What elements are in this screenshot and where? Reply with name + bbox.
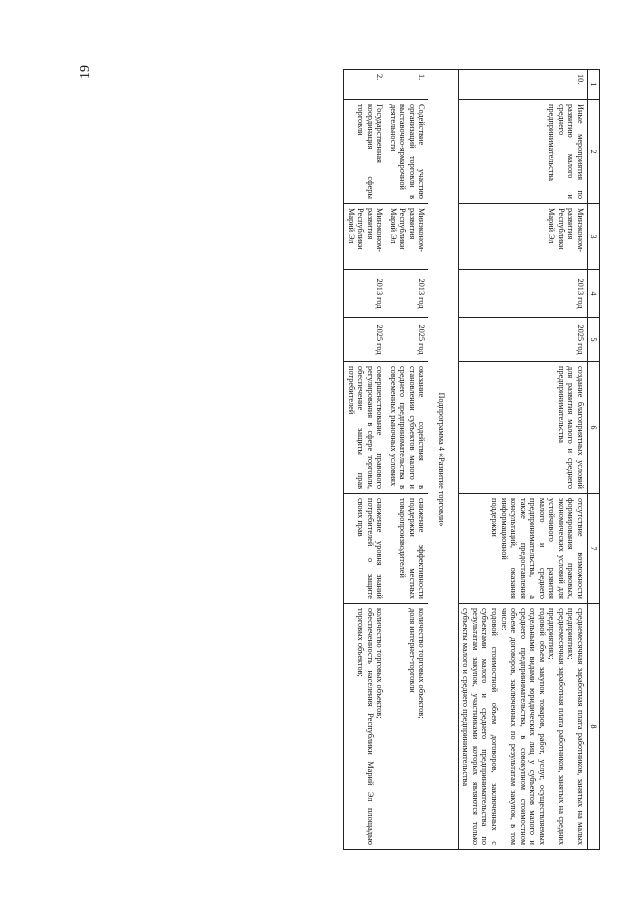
- header-cell-4: 4: [587, 270, 599, 318]
- table-row: [344, 70, 387, 850]
- non-implementation-consequences: снижение уровня знаний потребителей о защите своих прав: [344, 494, 387, 604]
- related-indicators: среднемесячная заработная плата работников, занятых на малых предприятиях; среднемесячная заработная плата работников, занятых на средних предприятиях; годовой объем закупок товаров, работ, услуг, осуществляемых отдельными видами юридических лиц у субъектов малого и среднего предпринимательства, в совокупном стоимостном объеме договоров, заключенных по результатам закупок, в том числе: годовой стоимостной объем договоров, заключенных с субъектами малого и среднего предпринимательства по результатам закупок, участниками которых являются только субъекты малого и среднего предпринимательства: [458, 604, 587, 850]
- end-year: 2025 год: [344, 318, 387, 362]
- row-number: 2.: [344, 70, 387, 100]
- program-measures-table: [343, 69, 600, 850]
- non-implementation-consequences: отсутствие возможности формирования правовых, экономических условий для устойчивого развития малого и среднего предпринимательства, а также предоставления консультаций, оказания информационной поддержки: [458, 494, 587, 604]
- header-row: [587, 70, 599, 850]
- header-cell-6: 6: [587, 362, 599, 494]
- related-indicators: количество торговых объектов; обеспеченность населения Республики Марий Эл площадью торговых объектов;: [344, 604, 387, 850]
- executor: Минэконом-развития Республики Марий Эл: [344, 204, 387, 270]
- header-cell-8: 8: [587, 604, 599, 850]
- end-year: 2025 год: [386, 318, 428, 362]
- expected-result: совершенствование правового регулирования в сфере торговли, обеспечение защиты прав потребителей: [344, 362, 387, 494]
- header-cell-1: 1: [587, 70, 599, 100]
- row-number: 1.: [386, 70, 428, 100]
- start-year: 2013 год: [386, 270, 428, 318]
- subprogram-title: Подпрограмма 4 «Развитие торговли»: [428, 70, 458, 850]
- start-year: 2013 год: [458, 270, 587, 318]
- non-implementation-consequences: снижение эффективности поддержки местных товаропроизводителей: [386, 494, 428, 604]
- table-row: [386, 70, 428, 850]
- subprogram-heading-row: [428, 70, 458, 850]
- expected-result: создание благоприятных условий для развития малого и среднего предпринимательства: [458, 362, 587, 494]
- header-cell-5: 5: [587, 318, 599, 362]
- executor: Минэконом-развития Республики Марий Эл: [386, 204, 428, 270]
- header-cell-2: 2: [587, 100, 599, 204]
- header-cell-3: 3: [587, 204, 599, 270]
- rotated-page-content: [100, 69, 600, 849]
- header-cell-7: 7: [587, 494, 599, 604]
- end-year: 2025 год: [458, 318, 587, 362]
- related-indicators: количество торговых объектов; доля интернет-торговли: [386, 604, 428, 850]
- row-number: 10.: [458, 70, 587, 100]
- page-number: 19: [78, 65, 93, 79]
- executor: Минэконом-развития Республики Марий Эл: [458, 204, 587, 270]
- measure-name: Иные мероприятия по развитию малого и среднего предпринимательства: [458, 100, 587, 204]
- measure-name: Государственная координация сферы торговли: [344, 100, 387, 204]
- expected-result: оказание содействия в становлении субъектов малого и среднего предпринимательства в современных рыночных условиях: [386, 362, 428, 494]
- measure-name: Содействие участию организаций торговли в выставочно-ярмарочной деятельности: [386, 100, 428, 204]
- table-row: [458, 70, 587, 850]
- start-year: 2013 год: [344, 270, 387, 318]
